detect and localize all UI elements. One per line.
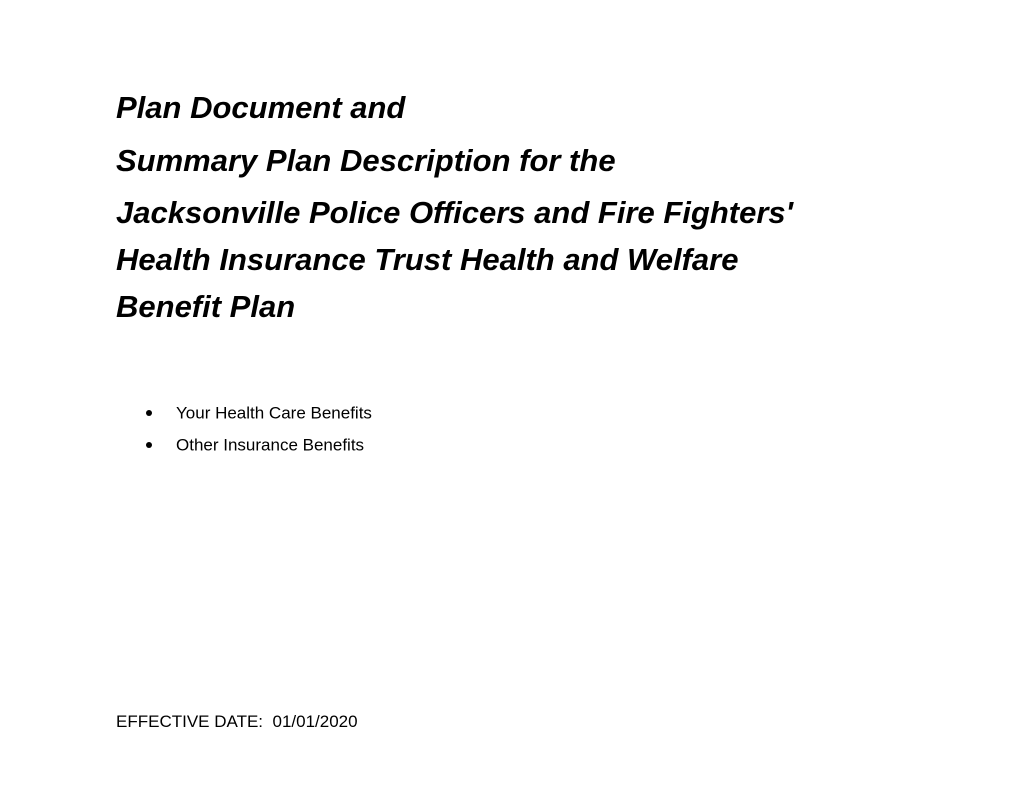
document-title-line-5: Benefit Plan xyxy=(116,289,296,324)
effective-date-value: 01/01/2020 xyxy=(272,712,358,731)
list-item-text: Your Health Care Benefits xyxy=(176,403,372,423)
bullet-icon xyxy=(146,410,152,416)
effective-date-line xyxy=(116,712,358,732)
document-title-line-3: Jacksonville Police Officers and Fire Fighters' xyxy=(116,195,794,230)
effective-date-label: EFFECTIVE DATE: xyxy=(116,712,264,731)
document-title-line-4: Health Insurance Trust Health and Welfare xyxy=(116,242,739,277)
list-item-text: Other Insurance Benefits xyxy=(176,435,365,455)
document-title-line-1: Plan Document and xyxy=(116,90,406,125)
list-item xyxy=(146,403,372,424)
bullet-icon xyxy=(146,442,152,448)
list-item xyxy=(146,435,364,456)
document-title-line-2: Summary Plan Description for the xyxy=(116,143,616,178)
